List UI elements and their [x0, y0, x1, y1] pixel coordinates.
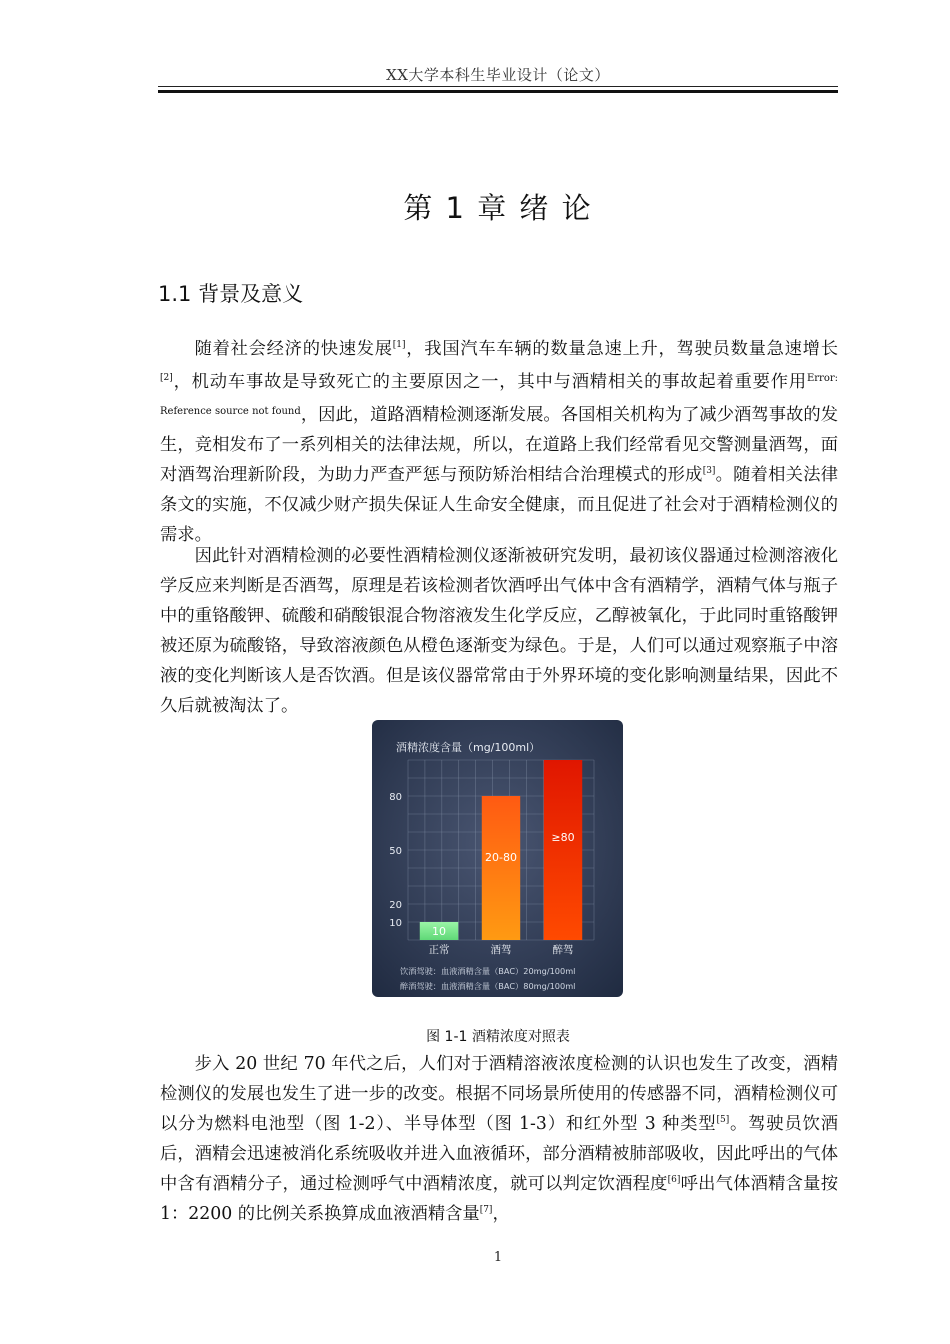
bar-value-label: 20-80	[485, 850, 517, 864]
alcohol-concentration-chart	[372, 720, 623, 997]
text-run: 随着社会经济的快速发展	[194, 339, 393, 359]
section-title: 1.1 背景及意义	[158, 282, 304, 306]
chart-title: 酒精浓度含量（mg/100ml）	[396, 741, 541, 754]
header-rule-thin	[158, 86, 838, 87]
chart-note-drink-driving: 饮酒驾驶：血液酒精含量（BAC）20mg/100ml	[400, 966, 576, 976]
text-run: 呼出气体酒精含量按 1：2200 的比例关系换算成血液酒精含量	[160, 1174, 838, 1224]
citation[interactable]: [3]	[702, 466, 716, 476]
bar-1	[482, 796, 520, 940]
y-tick-label: 50	[389, 846, 402, 857]
x-tick-label: 酒驾	[490, 944, 512, 956]
y-tick-label: 80	[389, 792, 402, 803]
citation[interactable]: [1]	[392, 340, 406, 350]
header-rule-thick	[158, 90, 838, 93]
citation[interactable]: [5]	[716, 1115, 730, 1125]
chart-note-drunk-driving: 醉酒驾驶：血液酒精含量（BAC）80mg/100ml	[400, 981, 576, 991]
paragraph-detector-types	[160, 1049, 838, 1229]
bar-value-label: ≥80	[551, 831, 575, 844]
x-tick-label: 正常	[428, 944, 450, 956]
figure-caption: 图 1-1 酒精浓度对照表	[426, 1029, 570, 1045]
citation[interactable]: [6]	[667, 1175, 681, 1185]
text-run: ，我国汽车车辆的数量急速上升，驾驶员数量急速增长	[405, 339, 838, 359]
paragraph-history: 因此针对酒精检测的必要性酒精检测仪逐渐被研究发明，最初该仪器通过检测溶液化学反应来判断是否酒驾，原理是若该检测者饮酒呼出气体中含有酒精学，酒精气体与瓶子中的重铬酸钾、硫酸和硝酸银混合物溶液发生化学反应，乙醇被氧化，于此同时重铬酸钾被还原为硫酸铬，导致溶液颜色从橙色逐渐变为绿色。于是，人们可以通过观察瓶子中溶液的变化判断该人是否饮酒。但是该仪器常常由于外界环境的变化影响测量结果，因此不久后就被淘汰了。	[160, 546, 838, 716]
text-run: ，机动车事故是导致死亡的主要原因之一，其中与酒精相关的事故起着重要作用	[172, 372, 807, 392]
page-number: 1	[493, 1250, 503, 1265]
citation[interactable]: [2]	[160, 373, 173, 383]
text-run: 。随着相关法律条文的实施，不仅减少财产损失保证人生命安全健康，而且促进了社会对于酒精检测仪的需求。	[160, 465, 838, 545]
y-tick-label: 20	[389, 900, 402, 911]
citation[interactable]: [7]	[479, 1205, 493, 1215]
x-tick-label: 醉驾	[552, 944, 574, 956]
y-tick-label: 10	[389, 918, 402, 929]
bar-value-label: 10	[432, 925, 446, 938]
running-header: XX大学本科生毕业设计（论文）	[386, 66, 610, 84]
text-run: ，因此，道路酒精检测逐渐发展。各国相关机构为了减少酒驾事故的发生，竞相发布了一系列相关的法律法规，所以，在道路上我们经常看见交警测量酒驾，面对酒驾治理新阶段，为助力严查严惩与预防矫治相结合治理模式的形成	[160, 405, 838, 485]
reference-error: Error: Reference source not found	[160, 373, 838, 417]
paragraph-background	[160, 334, 838, 550]
bar-2	[544, 760, 582, 940]
text-run: 。驾驶员饮酒后，酒精会迅速被消化系统吸收并进入血液循环，部分酒精被肺部吸收，因此呼出的气体中含有酒精分子，通过检测呼气中酒精浓度，就可以判定饮酒程度	[160, 1114, 838, 1194]
figure-alcohol-chart	[372, 720, 623, 997]
text-run: ，	[492, 1204, 510, 1224]
text-run: 步入 20 世纪 70 年代之后，人们对于酒精溶液浓度检测的认识也发生了改变，酒精检测仪的发展也发生了进一步的改变。根据不同场景所使用的传感器不同，酒精检测仪可以分为燃料电池型（图 1-2）、半导体型（图 1-3）和红外型 3 种类型	[160, 1054, 838, 1134]
chapter-title: 第 1 章 绪 论	[403, 191, 593, 225]
